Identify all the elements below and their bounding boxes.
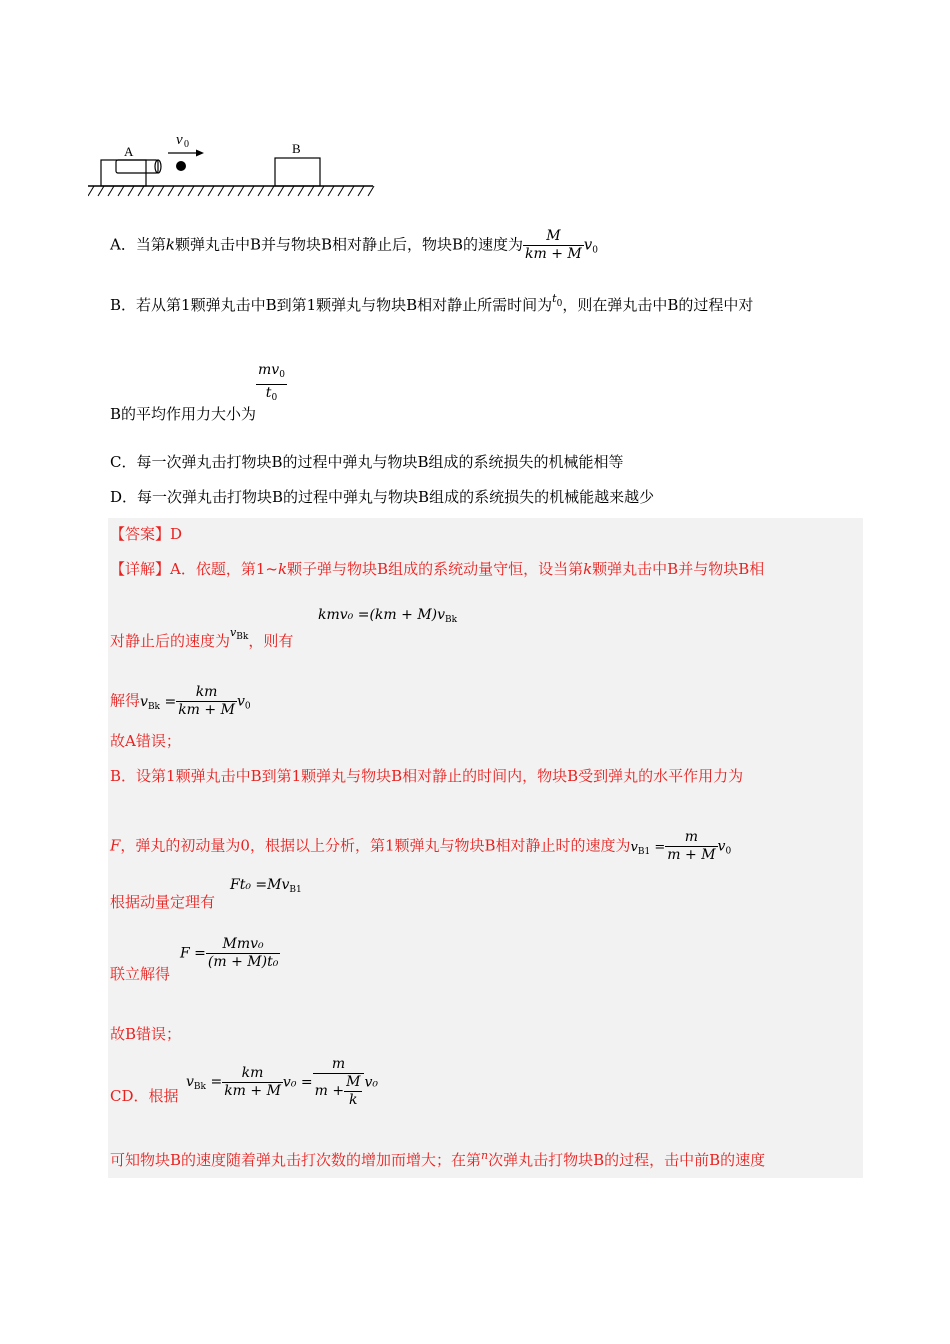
cd-fraction-1: $\frac{km}{km + M}$ <box>224 1065 281 1099</box>
joint-solve-line: 联立解得 <box>110 965 171 983</box>
option-b-line1: B．若从第1颗弹丸击中B到第1颗弹丸与物块B相对静止所需时间为$^{t0}$，则在弹丸击中B的过程中对 <box>110 292 754 314</box>
force-fraction: $\frac{\text{Mmv₀}}{\text{(m + M)t₀}}$ <box>207 936 279 970</box>
equation-momentum-conservation: $kmv_0 =(km + M)v_{Bk}$ <box>318 607 458 625</box>
solve-fraction: $\frac{km}{km + M}$ <box>178 684 235 718</box>
physics-diagram <box>88 124 378 202</box>
option-c: C．每一次弹丸击打物块B的过程中弹丸与物块B组成的系统损失的机械能相等 <box>110 453 624 471</box>
ground-hatching <box>88 186 374 196</box>
arrow-head-icon <box>196 150 204 157</box>
option-a-text2: 颗弹丸击中B并与物块B相对静止后，物块B的速度为 <box>174 235 524 254</box>
equation-cd: $v_{Bk}$ = $\frac{km}{km + M}$ v₀ = m m + $\frac{M}{k}$ v₀ <box>186 1056 378 1108</box>
label-v0: v <box>176 132 183 148</box>
option-a-text: A．当第 <box>110 235 166 254</box>
option-b-fraction: $\frac{mv_0}{t_0}$ <box>256 362 287 407</box>
answer-line: 【答案】D <box>110 525 183 543</box>
option-a-k: k <box>165 235 175 254</box>
cd-label: CD．根据 <box>110 1087 179 1105</box>
equation-force: F = $\frac{\text{Mmv₀}}{\text{(m + M)t₀}}$ <box>180 936 279 970</box>
b-velocity-fraction: $\frac{m}{m + M}$ <box>667 829 716 863</box>
bullet-dot <box>176 161 186 171</box>
option-a-fraction: $\frac{M}{km + M}$ <box>525 228 582 262</box>
block-b <box>275 158 320 186</box>
option-a-v: v <box>583 235 593 254</box>
conclusion-line: 可知物块B的速度随着弹丸击打次数的增加而增大；在第$^n$次弹丸击打物块B的过程，击中前B的速度 <box>110 1149 766 1169</box>
b-detail-line-1: B．设第1颗弹丸击中B到第1颗弹丸与物块B相对静止的时间内，物块B受到弹丸的水平作用力为 <box>110 767 744 785</box>
solve-line: 解得$v_{Bk}$ = $\frac{km}{km + M}$ $v_0$ <box>110 684 251 718</box>
option-b-t: t <box>552 292 557 305</box>
label-v0-sub: 0 <box>184 139 189 150</box>
detail-line-2: 对静止后的速度为$^{vBk}$，则有 <box>110 626 294 650</box>
cd-fraction-2: m m + $\frac{M}{k}$ <box>313 1056 365 1109</box>
option-a: A．当第k颗弹丸击中B并与物块B相对静止后，物块B的速度为 $\frac{M}{km + M}$ $v_0$ <box>110 228 598 262</box>
detail-line-1: 【详解】A．依题，第1~k颗子弹与物块B组成的系统动量守恒，设当第k颗弹丸击中B并与物块B相 <box>110 560 765 578</box>
equation-momentum-theorem: $Ft_0 =Mv_{B1}$ <box>230 877 302 895</box>
b-detail-line-2: F，弹丸的初动量为0，根据以上分析，第1颗弹丸与物块B相对静止时的速度为$v_{B1}$ = $\frac{m}{m + M}$ $v_0$ <box>110 829 732 863</box>
momentum-theorem-line: 根据动量定理有 <box>110 893 216 911</box>
option-d: D．每一次弹丸击打物块B的过程中弹丸与物块B组成的系统损失的机械能越来越少 <box>110 488 655 506</box>
label-a: A <box>124 144 134 159</box>
label-b: B <box>292 141 301 156</box>
launcher-a <box>101 160 161 186</box>
a-wrong: 故A错误； <box>110 732 181 750</box>
option-b-line2: B的平均作用力大小为 $\frac{mv_0}{t_0}$ <box>110 362 285 423</box>
b-wrong: 故B错误； <box>110 1025 182 1043</box>
